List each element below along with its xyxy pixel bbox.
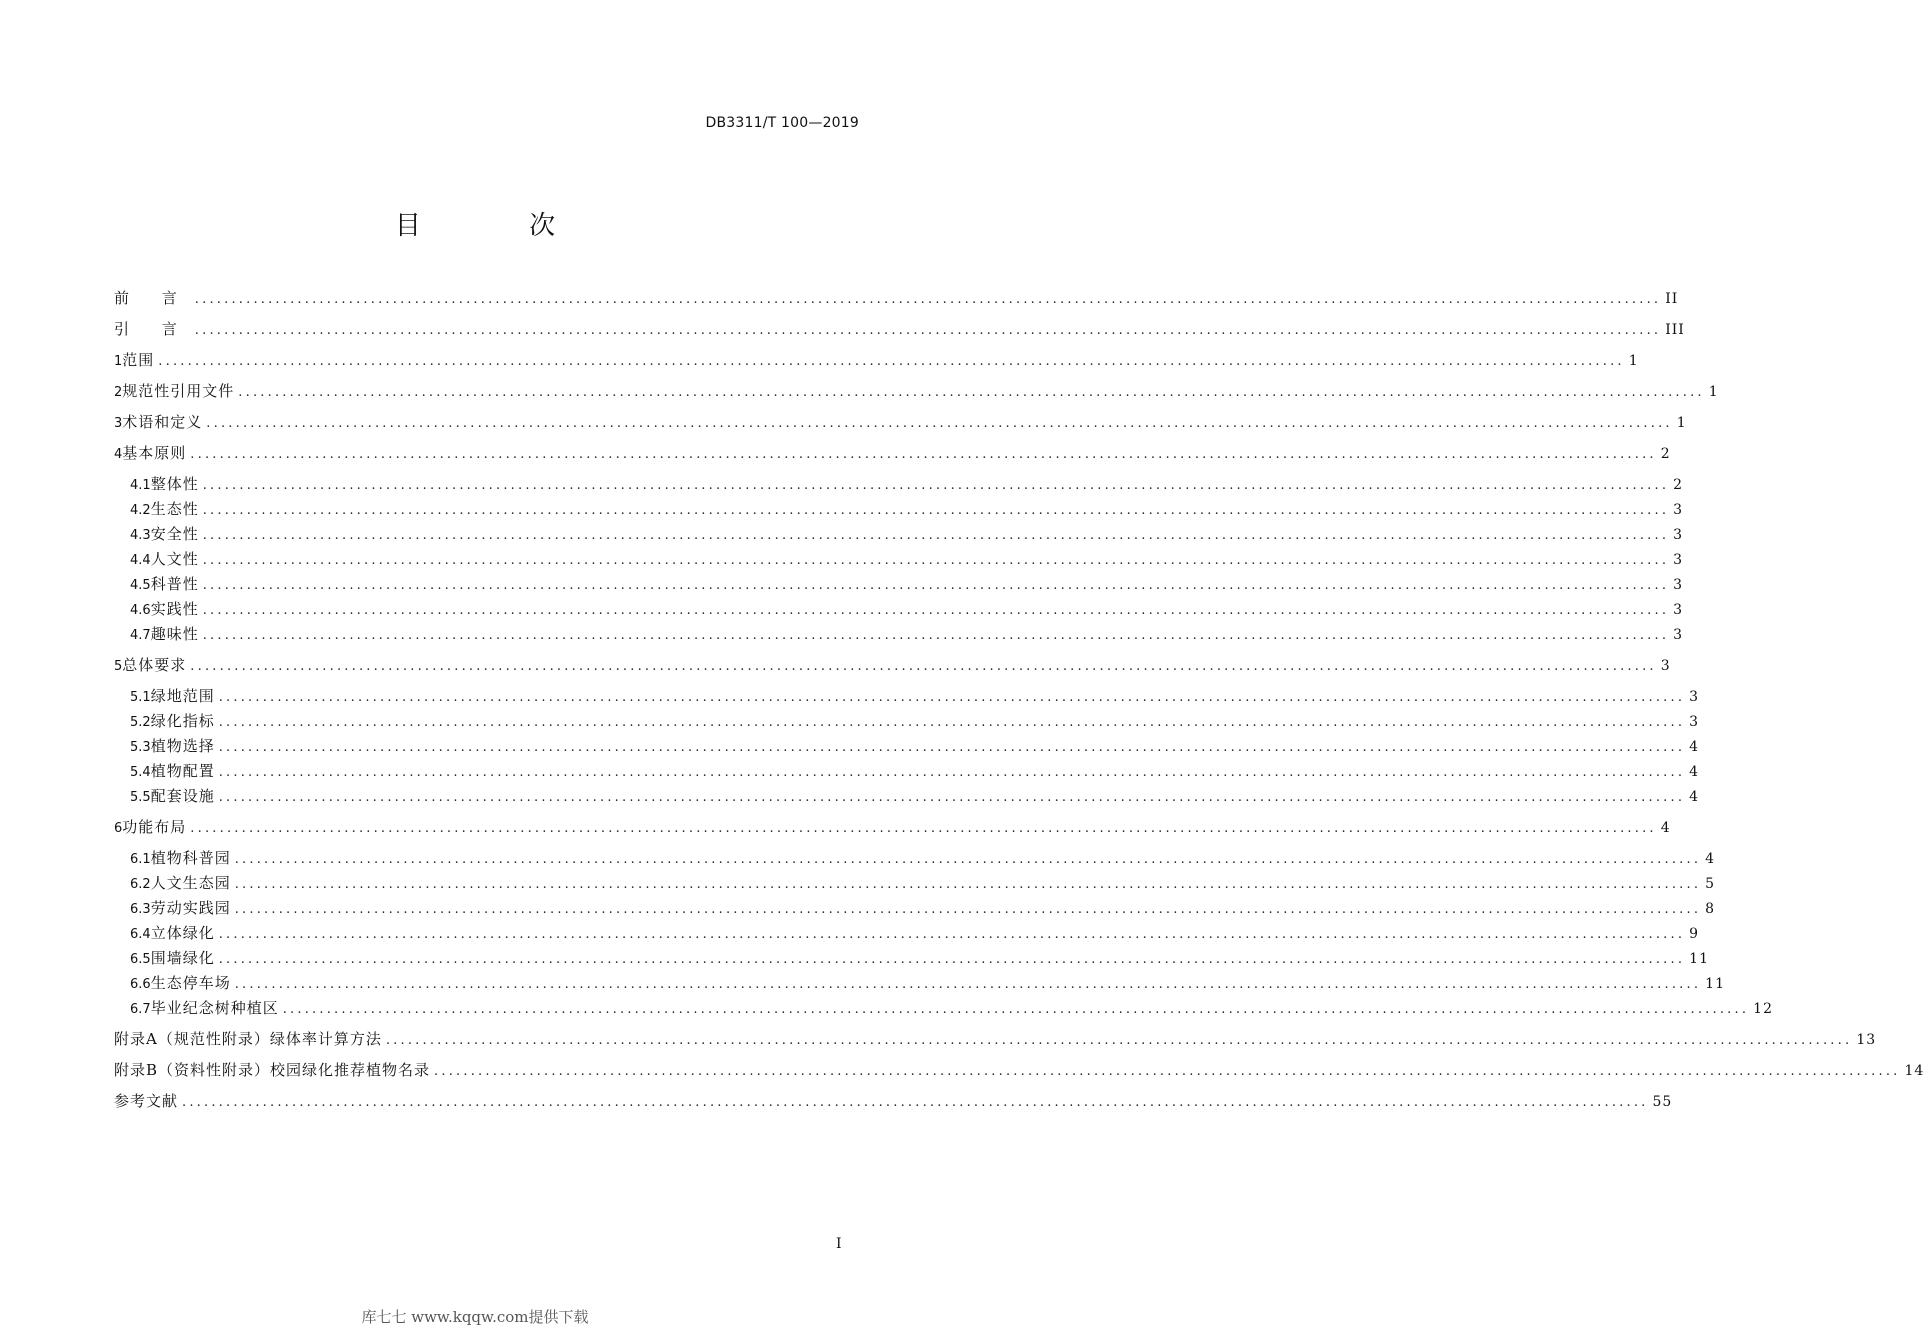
toc-entry-page: 4 (1660, 820, 1671, 836)
toc-entry-page: 12 (1753, 1001, 1773, 1017)
toc-entry[interactable] (130, 473, 1684, 495)
toc-entry-number: 5.3 (130, 740, 151, 755)
toc-entry-number: 5.1 (130, 690, 151, 705)
toc-entry[interactable] (130, 947, 1709, 969)
toc-entry-label: 植物选择 (150, 737, 215, 755)
toc-entry-number: 6.1 (130, 852, 151, 867)
toc-entry-page: 1 (1676, 415, 1687, 431)
toc-entry-label: 参考文献 (114, 1092, 179, 1110)
toc-entry-page: 4 (1689, 789, 1700, 805)
download-footer: 库七七 www.kqqw.com提供下载 (361, 1308, 589, 1326)
toc-entry-label: 基本原则 (122, 444, 187, 462)
toc-entry-label: 术语和定义 (122, 413, 203, 431)
table-of-contents (114, 0, 1924, 1344)
dot-leader: ........................................................................................................................................................................................................ (202, 478, 1670, 493)
toc-entry[interactable] (130, 598, 1684, 620)
dot-leader: ........................................................................................................................................................................................................ (282, 1002, 1750, 1017)
toc-entry[interactable] (130, 623, 1684, 645)
toc-entry-page: 9 (1689, 926, 1700, 942)
dot-leader: ........................................................................................................................................................................................................ (190, 821, 1657, 836)
toc-entry-number: 2 (114, 385, 123, 400)
toc-entry-label: 生态停车场 (150, 974, 231, 992)
dot-leader: ........................................................................................................................................................................................................ (218, 927, 1686, 942)
toc-entry[interactable] (114, 1090, 1673, 1112)
toc-entry-label: 植物配置 (150, 762, 215, 780)
toc-entry-label: 总体要求 (122, 656, 187, 674)
toc-entry-label: 趣味性 (150, 625, 199, 643)
dot-leader: ........................................................................................................................................................................................................ (234, 877, 1702, 892)
toc-entry[interactable] (130, 573, 1684, 595)
dot-leader: ........................................................................................................................................................................................................ (218, 952, 1686, 967)
toc-entry-page: 3 (1673, 627, 1684, 643)
toc-entry[interactable] (130, 897, 1716, 919)
toc-entry[interactable] (130, 847, 1716, 869)
toc-entry-label: 人文生态园 (150, 874, 231, 892)
toc-entry[interactable] (130, 710, 1700, 732)
standard-code: DB3311/T 100—2019 (705, 115, 859, 131)
dot-leader: ........................................................................................................................................................................................................ (206, 416, 1673, 431)
toc-entry-page: 2 (1673, 477, 1684, 493)
toc-entry-page: 3 (1689, 714, 1700, 730)
toc-entry[interactable] (130, 785, 1700, 807)
toc-entry-label: 科普性 (150, 575, 199, 593)
toc-entry[interactable] (114, 1059, 1924, 1081)
toc-entry-label: 附录B（资料性附录）校园绿化推荐植物名录 (114, 1061, 431, 1079)
toc-entry-page: 3 (1673, 577, 1684, 593)
toc-entry[interactable] (114, 349, 1639, 371)
dot-leader: ........................................................................................................................................................................................................ (234, 902, 1702, 917)
toc-entry[interactable] (130, 735, 1700, 757)
toc-entry[interactable] (130, 685, 1700, 707)
toc-entry-number: 6.6 (130, 977, 151, 992)
toc-entry-page: 5 (1705, 876, 1716, 892)
toc-entry-label: 绿地范围 (150, 687, 215, 705)
dot-leader: ........................................................................................................................................................................................................ (434, 1064, 1901, 1079)
toc-entry[interactable] (130, 922, 1700, 944)
toc-entry-number: 4.1 (130, 478, 151, 493)
toc-entry[interactable] (130, 872, 1716, 894)
toc-entry-page: 3 (1673, 602, 1684, 618)
toc-entry-label: 安全性 (150, 525, 199, 543)
toc-entry-label: 前 言 (114, 289, 191, 307)
toc-entry[interactable] (130, 760, 1700, 782)
toc-entry-number: 4.7 (130, 628, 151, 643)
toc-entry-number: 6.4 (130, 927, 151, 942)
toc-entry[interactable] (114, 442, 1671, 464)
toc-entry[interactable] (130, 498, 1684, 520)
toc-entry[interactable] (130, 523, 1684, 545)
toc-entry-number: 4 (114, 447, 123, 462)
dot-leader: ........................................................................................................................................................................................................ (202, 578, 1670, 593)
toc-entry[interactable] (114, 816, 1671, 838)
toc-entry[interactable] (114, 380, 1719, 402)
dot-leader: ........................................................................................................................................................................................................ (202, 528, 1670, 543)
toc-entry-page: 4 (1689, 764, 1700, 780)
toc-entry-label: 规范性引用文件 (122, 382, 235, 400)
toc-entry-number: 5.2 (130, 715, 151, 730)
toc-entry-label: 立体绿化 (150, 924, 215, 942)
toc-entry-number: 4.5 (130, 578, 151, 593)
toc-entry-label: 附录A（规范性附录）绿体率计算方法 (114, 1030, 382, 1048)
dot-leader: ........................................................................................................................................................................................................ (202, 603, 1670, 618)
toc-entry-page: 4 (1705, 851, 1716, 867)
toc-entry-number: 4.4 (130, 553, 151, 568)
toc-entry-page: 14 (1904, 1063, 1924, 1079)
toc-entry-label: 植物科普园 (150, 849, 231, 867)
toc-entry-number: 5 (114, 659, 123, 674)
toc-entry-label: 毕业纪念树种植区 (150, 999, 279, 1017)
dot-leader: ........................................................................................................................................................................................................ (190, 447, 1657, 462)
toc-entry-label: 功能布局 (122, 818, 187, 836)
toc-entry-page: 3 (1673, 502, 1684, 518)
toc-entry-page: 1 (1708, 384, 1719, 400)
toc-entry[interactable] (114, 287, 1679, 309)
toc-entry[interactable] (130, 997, 1773, 1019)
dot-leader: ........................................................................................................................................................................................................ (182, 1095, 1649, 1110)
toc-entry-page: 13 (1856, 1032, 1877, 1048)
toc-entry-label: 生态性 (150, 500, 199, 518)
toc-entry-number: 6.3 (130, 902, 151, 917)
dot-leader: ........................................................................................................................................................................................................ (190, 659, 1657, 674)
toc-entry-page: 11 (1689, 951, 1709, 967)
dot-leader: ........................................................................................................................................................................................................ (234, 977, 1702, 992)
toc-entry-number: 3 (114, 416, 123, 431)
page-number: I (836, 1236, 842, 1252)
dot-leader: ........................................................................................................................................................................................................ (202, 553, 1670, 568)
toc-entry-label: 范围 (122, 351, 155, 369)
dot-leader: ........................................................................................................................................................................................................ (202, 628, 1670, 643)
toc-entry-page: 3 (1660, 658, 1671, 674)
toc-entry[interactable] (114, 318, 1685, 340)
dot-leader: ........................................................................................................................................................................................................ (218, 790, 1686, 805)
toc-entry-number: 6.2 (130, 877, 151, 892)
toc-entry[interactable] (114, 1028, 1877, 1050)
toc-entry-page: 1 (1628, 353, 1639, 369)
toc-entry-label: 引 言 (114, 320, 191, 338)
toc-entry-label: 整体性 (150, 475, 199, 493)
toc-entry-page: 3 (1689, 689, 1700, 705)
toc-entry-label: 劳动实践园 (150, 899, 231, 917)
toc-entry-page: 4 (1689, 739, 1700, 755)
dot-leader: ........................................................................................................................................................................................................ (158, 354, 1625, 369)
toc-entry-page: 3 (1673, 552, 1684, 568)
toc-entry-label: 配套设施 (150, 787, 215, 805)
dot-leader: ........................................................................................................................................................................................................ (202, 503, 1670, 518)
toc-entry-number: 6 (114, 821, 123, 836)
dot-leader: ........................................................................................................................................................................................................ (238, 385, 1705, 400)
toc-entry-page: III (1665, 322, 1685, 338)
toc-entry-label: 绿化指标 (150, 712, 215, 730)
toc-entry-page: 55 (1652, 1094, 1673, 1110)
toc-entry-number: 6.5 (130, 952, 151, 967)
toc-entry[interactable] (114, 654, 1671, 676)
dot-leader: ........................................................................................................................................................................................................ (218, 740, 1686, 755)
toc-entry-number: 6.7 (130, 1002, 151, 1017)
toc-entry[interactable] (130, 548, 1684, 570)
toc-entry-number: 4.2 (130, 503, 151, 518)
toc-entry[interactable] (130, 972, 1725, 994)
dot-leader: ........................................................................................................................................................................................................ (194, 292, 1662, 307)
dot-leader: ........................................................................................................................................................................................................ (218, 765, 1686, 780)
toc-entry-number: 1 (114, 354, 123, 369)
dot-leader: ........................................................................................................................................................................................................ (218, 715, 1686, 730)
dot-leader: ........................................................................................................................................................................................................ (218, 690, 1686, 705)
toc-entry-page: 2 (1660, 446, 1671, 462)
toc-entry-number: 4.3 (130, 528, 151, 543)
dot-leader: ........................................................................................................................................................................................................ (234, 852, 1702, 867)
toc-entry-page: 3 (1673, 527, 1684, 543)
toc-entry-number: 4.6 (130, 603, 151, 618)
toc-entry-label: 实践性 (150, 600, 199, 618)
toc-entry-page: 11 (1705, 976, 1725, 992)
page-title: 目 次 (394, 211, 606, 241)
toc-entry-page: 8 (1705, 901, 1716, 917)
toc-entry[interactable] (114, 411, 1687, 433)
dot-leader: ........................................................................................................................................................................................................ (194, 323, 1662, 338)
toc-entry-label: 围墙绿化 (150, 949, 215, 967)
dot-leader: ........................................................................................................................................................................................................ (385, 1033, 1853, 1048)
toc-entry-label: 人文性 (150, 550, 199, 568)
toc-entry-page: II (1665, 291, 1679, 307)
toc-entry-number: 5.4 (130, 765, 151, 780)
toc-entry-number: 5.5 (130, 790, 151, 805)
